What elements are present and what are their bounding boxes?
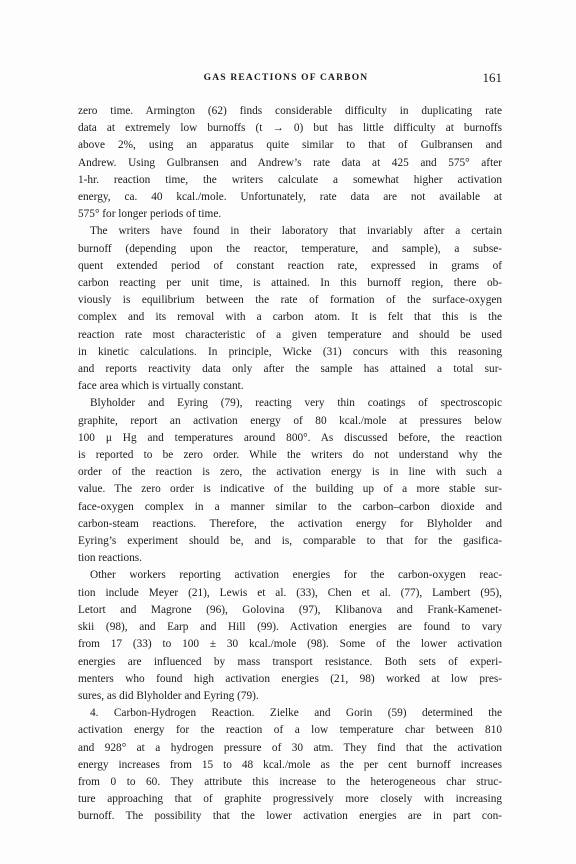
text-line: viously is equilibrium between the rate of formation of the surface-oxygen bbox=[78, 294, 502, 307]
body-text bbox=[78, 103, 502, 826]
text-line: ture approaching that of graphite progressively more closely with increasing bbox=[78, 793, 502, 806]
text-line: activation energy for the reaction of a low temperature char between 810 bbox=[78, 724, 502, 737]
text-line: tion reactions. bbox=[78, 552, 142, 565]
text-line: from 17 (33) to 100 ± 30 kcal./mole (98). Some of the lower activation bbox=[78, 638, 502, 651]
text-line: carbon reacting per unit time, is attained. In this burnoff region, there ob- bbox=[78, 277, 502, 290]
text-line: is reported to be zero order. While the writers do not understand why the bbox=[78, 449, 502, 462]
text-line: graphite, report an activation energy of 80 kcal./mole at pressures below bbox=[78, 414, 502, 427]
running-head bbox=[70, 70, 502, 86]
page-number: 161 bbox=[482, 70, 502, 85]
text-line: order of the reaction is zero, the activation energy is in line with such a bbox=[78, 466, 502, 479]
text-line: energy, ca. 40 kcal./mole. Unfortunately, rate data are not available at bbox=[78, 191, 502, 204]
text-line: data at extremely low burnoffs (t → 0) but has little difficulty at burnoffs bbox=[78, 122, 502, 135]
text-line: Blyholder and Eyring (79), reacting very thin coatings of spectroscopic bbox=[90, 397, 502, 410]
text-line: burnoff (depending upon the reactor, temperature, and sample), a subse- bbox=[78, 242, 502, 255]
text-line: face-oxygen complex in a manner similar to the carbon–carbon dioxide and bbox=[78, 500, 502, 513]
text-line: complex and its removal with a carbon atom. It is felt that this is the bbox=[78, 311, 502, 324]
running-title: GAS REACTIONS OF CARBON bbox=[203, 73, 369, 83]
text-line: 575° for longer periods of time. bbox=[78, 208, 222, 221]
text-line: skii (98), and Earp and Hill (99). Activation energies are found to vary bbox=[78, 621, 502, 634]
text-line: value. The zero order is indicative of the building up of a more stable sur- bbox=[78, 483, 502, 496]
text-line: 100 μ Hg and temperatures around 800°. As discussed before, the reaction bbox=[78, 431, 502, 444]
text-line: quent extended period of constant reaction rate, expressed in grams of bbox=[78, 259, 502, 272]
text-line: Eyring’s experiment should be, and is, comparable to that for the gasifica- bbox=[78, 535, 502, 548]
text-line: menters who found high activation energies (21, 98) worked at low pres- bbox=[78, 672, 502, 685]
text-line: burnoff. The possibility that the lower activation energies are in part con- bbox=[78, 810, 502, 823]
text-line: Letort and Magrone (96), Golovina (97), Klibanova and Frank-Kamenet- bbox=[78, 603, 502, 616]
text-line: carbon-steam reactions. Therefore, the activation energy for Blyholder and bbox=[78, 517, 502, 530]
text-line: zero time. Armington (62) finds considerable difficulty in duplicating rate bbox=[78, 105, 502, 117]
text-line: from 0 to 60. They attribute this increase to the heterogeneous char struc- bbox=[78, 775, 502, 788]
text-line: energies are influenced by mass transport resistance. Both sets of experi- bbox=[78, 655, 502, 668]
text-line: sures, as did Blyholder and Eyring (79). bbox=[78, 689, 259, 702]
text-line: tion include Meyer (21), Lewis et al. (33), Chen et al. (77), Lambert (95), bbox=[78, 586, 502, 599]
text-line: The writers have found in their laboratory that invariably after a certain bbox=[90, 225, 502, 238]
text-line: reaction rate most characteristic of a given temperature and should be used bbox=[78, 328, 502, 341]
text-line: energy increases from 15 to 48 kcal./mole as the per cent burnoff increases bbox=[78, 758, 502, 771]
text-line: above 2%, using an apparatus quite similar to that of Gulbransen and bbox=[78, 139, 502, 152]
text-line: and 928° at a hydrogen pressure of 30 atm. They find that the activation bbox=[78, 741, 502, 754]
text-line: and reports reactivity data only after the sample has attained a total sur- bbox=[78, 363, 502, 376]
text-line: in kinetic calculations. In principle, Wicke (31) concurs with this reasoning bbox=[78, 345, 502, 358]
text-line: Other workers reporting activation energies for the carbon-oxygen reac- bbox=[90, 569, 502, 582]
text-line: face area which is virtually constant. bbox=[78, 380, 244, 393]
text-line: Andrew. Using Gulbransen and Andrew’s rate data at 425 and 575° after bbox=[78, 156, 502, 169]
text-line: 4. Carbon-Hydrogen Reaction. Zielke and Gorin (59) determined the bbox=[90, 707, 502, 720]
text-line: 1-hr. reaction time, the writers calculate a somewhat higher activation bbox=[78, 173, 502, 186]
